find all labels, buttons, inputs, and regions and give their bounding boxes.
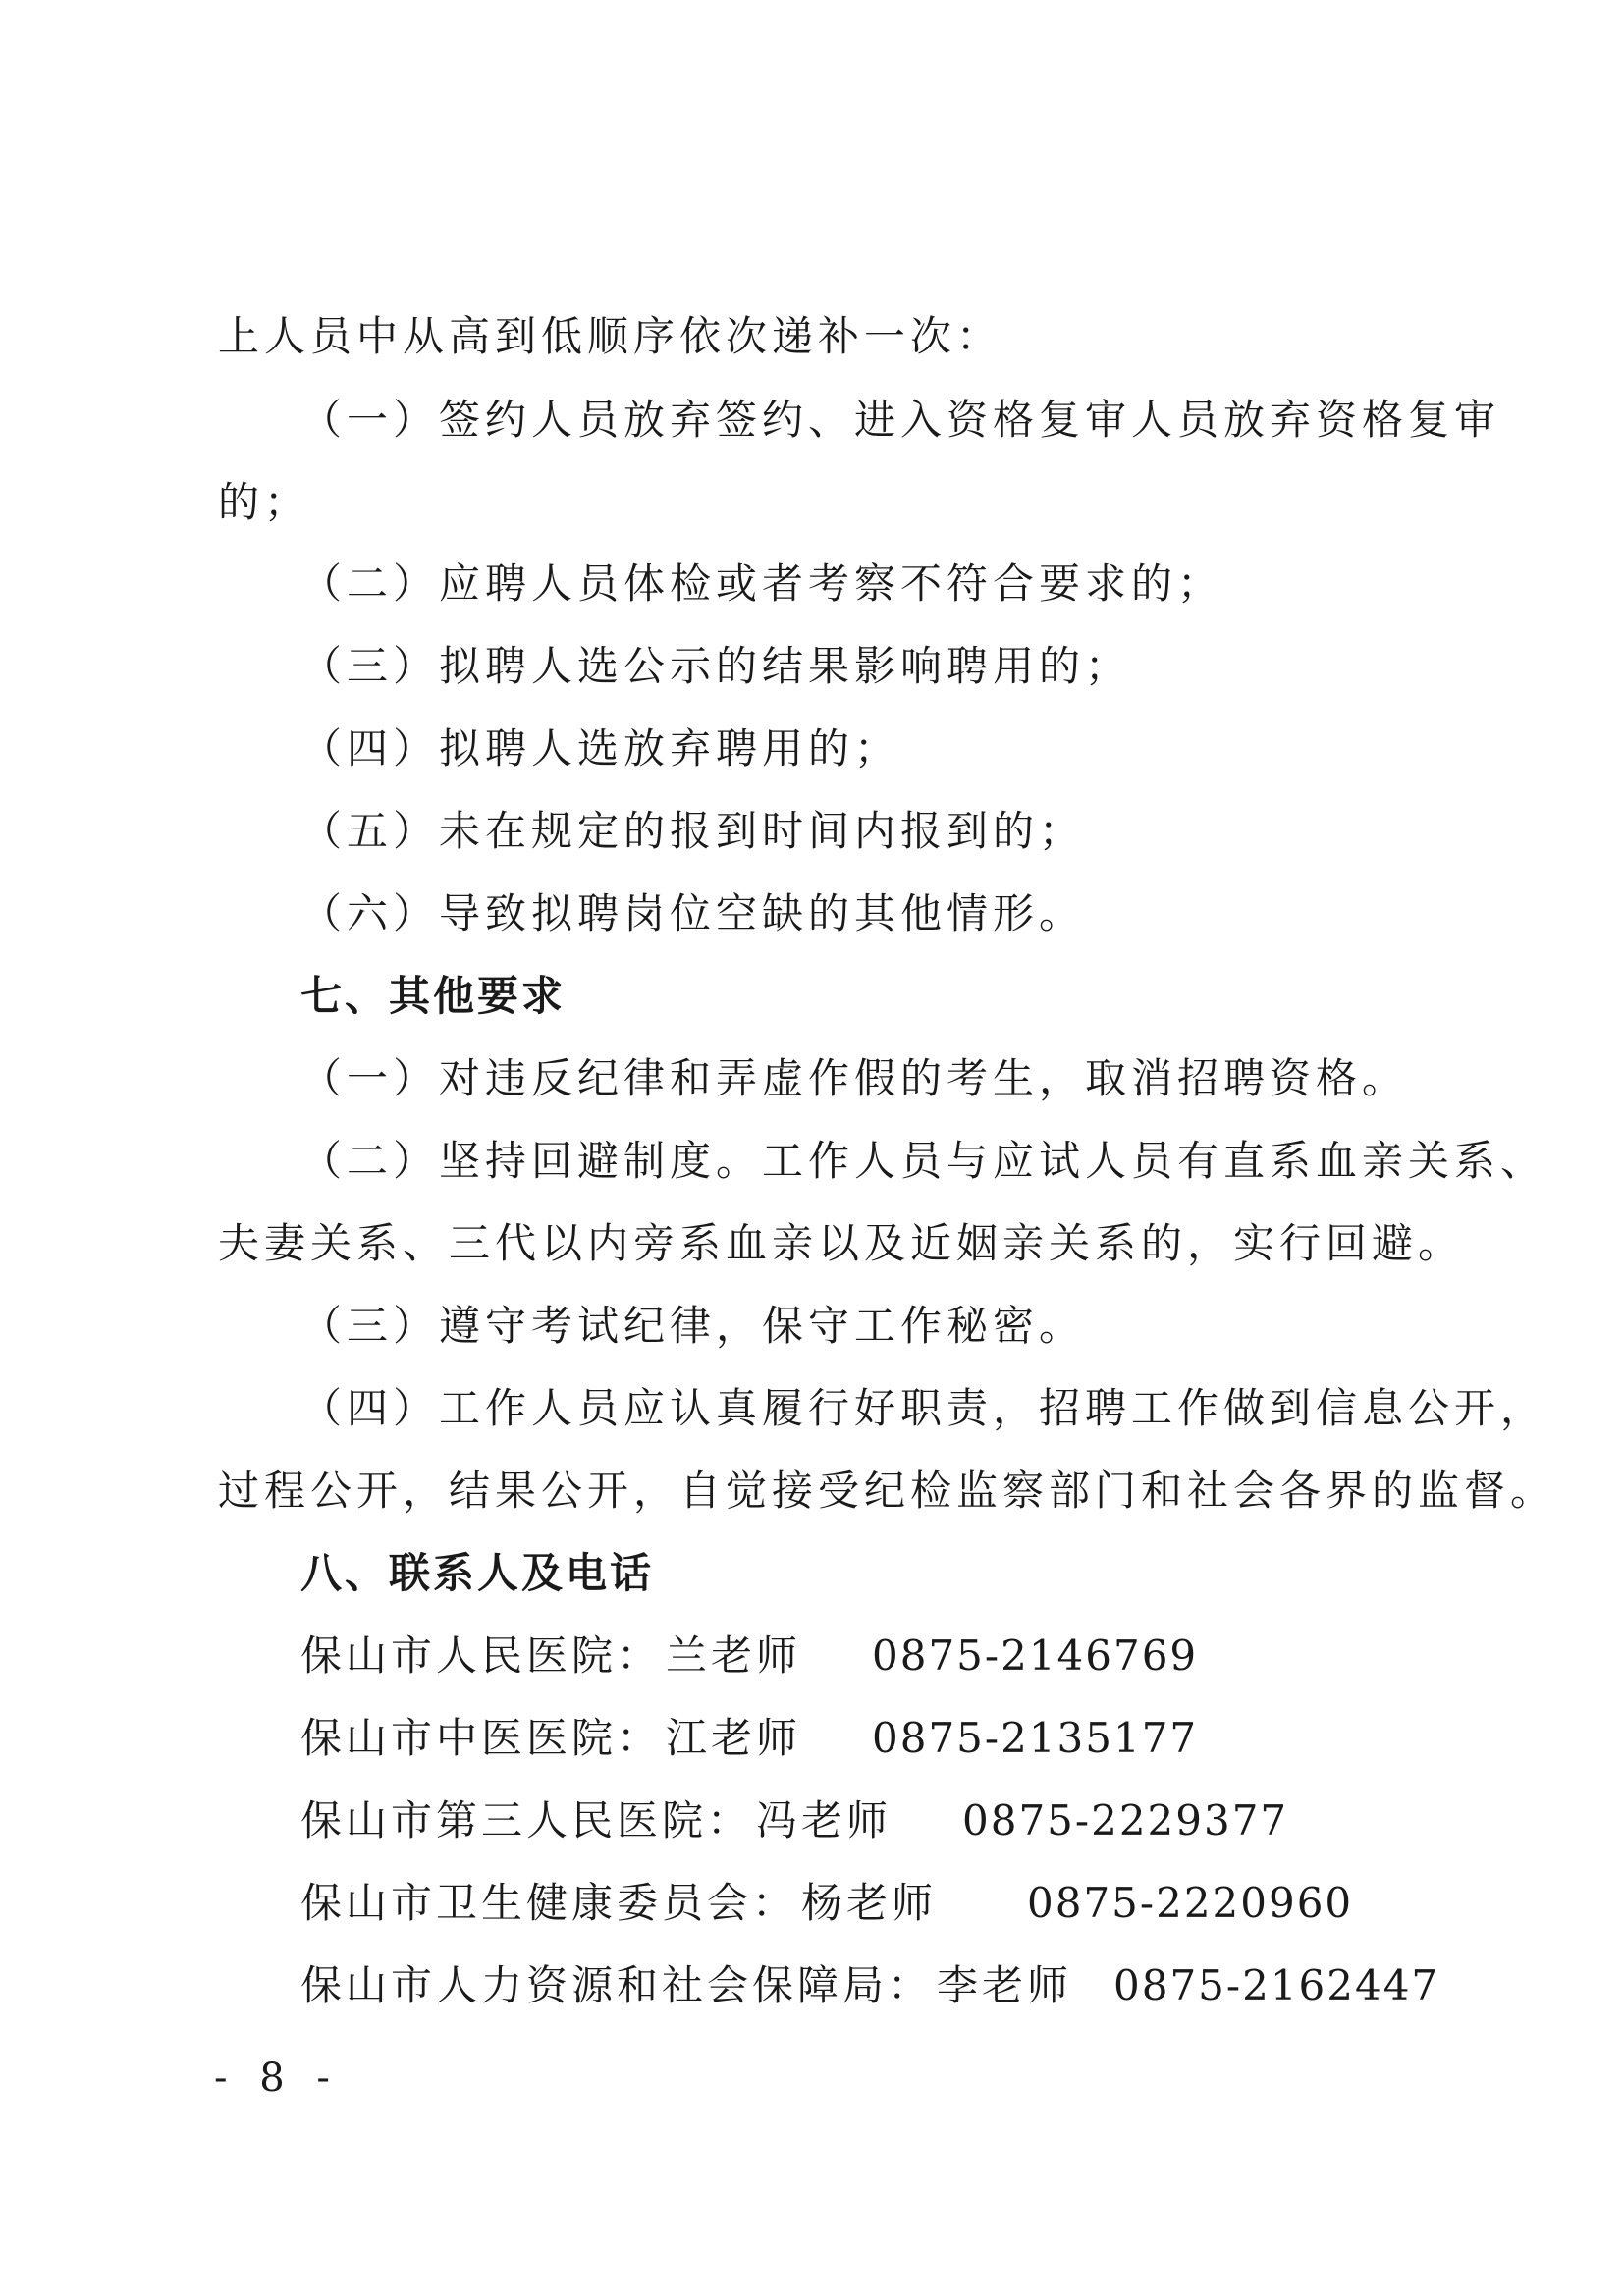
contact-org: 保山市第三人民医院： bbox=[300, 1796, 753, 1844]
contact-phone: 0875-2146769 bbox=[872, 1631, 1199, 1680]
contact-row bbox=[300, 1956, 1440, 2015]
contact-row bbox=[300, 1627, 1430, 1685]
contact-org: 保山市人民医院： bbox=[300, 1631, 663, 1680]
list-item: （二）坚持回避制度。工作人员与应试人员有直系血亲关系、 bbox=[300, 1137, 1547, 1185]
contact-person: 冯老师 bbox=[756, 1796, 893, 1844]
list-item: （一）对违反纪律和弄虚作假的考生，取消招聘资格。 bbox=[300, 1054, 1409, 1102]
list-item: （五）未在规定的报到时间内报到的； bbox=[300, 807, 1086, 855]
list-item: （三）遵守考试纪律，保守工作秘密。 bbox=[300, 1302, 1086, 1350]
contact-row bbox=[300, 1874, 1430, 1933]
page-number: - 8 - bbox=[214, 2056, 340, 2101]
list-item-continuation: 过程公开，结果公开，自觉接受纪检监察部门和社会各界的监督。 bbox=[218, 1467, 1557, 1515]
list-item: （一）签约人员放弃签约、进入资格复审人员放弃资格复审 bbox=[300, 396, 1501, 444]
contact-org: 保山市人力资源和社会保障局： bbox=[300, 1961, 934, 2009]
list-item: （四）拟聘人选放弃聘用的； bbox=[300, 724, 901, 773]
contact-org: 保山市中医医院： bbox=[300, 1714, 663, 1762]
contact-person: 杨老师 bbox=[801, 1879, 938, 1927]
contact-person: 兰老师 bbox=[666, 1631, 802, 1680]
contact-phone: 0875-2229377 bbox=[962, 1796, 1289, 1844]
contact-org: 保山市卫生健康委员会： bbox=[300, 1879, 798, 1927]
contact-phone: 0875-2220960 bbox=[1027, 1879, 1354, 1927]
list-item: （四）工作人员应认真履行好职责，招聘工作做到信息公开， bbox=[300, 1384, 1547, 1432]
list-item: （二）应聘人员体检或者考察不符合要求的； bbox=[300, 560, 1224, 608]
list-item-continuation: 夫妻关系、三代以内旁系血亲以及近姻亲关系的，实行回避。 bbox=[218, 1219, 1465, 1267]
section-heading: 八、联系人及电话 bbox=[300, 1549, 655, 1597]
list-item: （六）导致拟聘岗位空缺的其他情形。 bbox=[300, 889, 1086, 937]
list-item-continuation: 的； bbox=[218, 478, 311, 526]
paragraph-continuation: 上人员中从高到低顺序依次递补一次： bbox=[218, 312, 1003, 360]
contact-phone: 0875-2162447 bbox=[1113, 1961, 1440, 2009]
list-item: （三）拟聘人选公示的结果影响聘用的； bbox=[300, 642, 1132, 690]
contact-phone: 0875-2135177 bbox=[872, 1714, 1199, 1762]
contact-person: 江老师 bbox=[666, 1714, 802, 1762]
contact-row bbox=[300, 1791, 1430, 1850]
contact-row bbox=[300, 1709, 1430, 1768]
section-heading: 七、其他要求 bbox=[300, 972, 567, 1020]
contact-person: 李老师 bbox=[937, 1961, 1073, 2009]
